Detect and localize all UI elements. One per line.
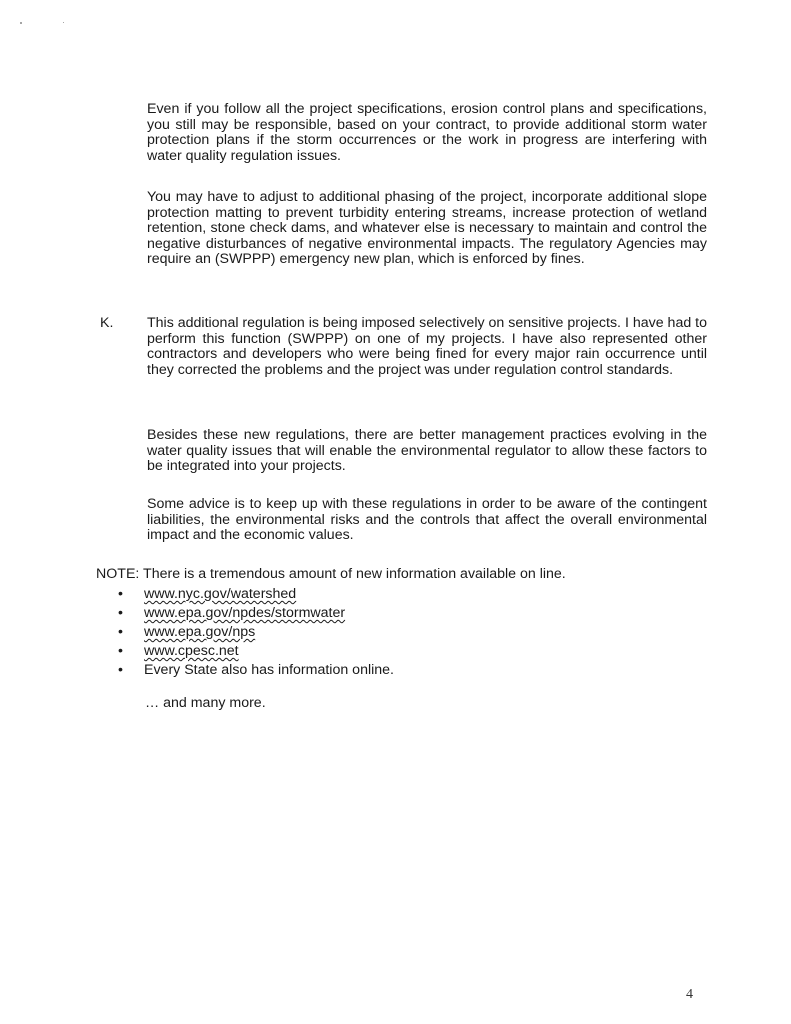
list-item	[118, 642, 394, 661]
page-number: 4	[686, 987, 693, 1002]
list-item	[118, 585, 394, 604]
paragraph-advice: Some advice is to keep up with these regulations in order to be aware of the contingent liabilities, the environmental risks and the controls that affect the overall environmental impact and the economic values.	[147, 496, 707, 544]
paragraph-follow-specifications: Even if you follow all the project specifications, erosion control plans and specifications, you still may be responsible, based on your contract, to provide additional storm water protection plans if the storm occurrences or the work in progress are interfering with water quality regulation issues.	[147, 101, 707, 164]
section-k-label: K.	[100, 315, 114, 331]
paragraph-better-management: Besides these new regulations, there are better management practices evolving in the water quality issues that will enable the environmental regulator to allow these factors to be integrated into your projects.	[147, 427, 707, 475]
bullet-icon: •	[118, 586, 123, 602]
bullet-icon: •	[118, 624, 123, 640]
link-nyc-watershed[interactable]: www.nyc.gov/watershed	[144, 586, 297, 602]
state-info-text: Every State also has information online.	[144, 662, 394, 678]
closing-text: … and many more.	[145, 695, 266, 711]
bullet-icon: •	[118, 605, 123, 621]
link-epa-nps[interactable]: www.epa.gov/nps	[144, 624, 256, 640]
list-item	[118, 604, 394, 623]
bullet-icon: •	[118, 662, 123, 678]
link-cpesc[interactable]: www.cpesc.net	[144, 643, 239, 659]
bullet-icon: •	[118, 643, 123, 659]
resource-link-list	[118, 585, 394, 680]
note-heading: NOTE: There is a tremendous amount of new information available on line.	[96, 566, 566, 582]
paragraph-adjust-phasing: You may have to adjust to additional phasing of the project, incorporate additional slope protection matting to prevent turbidity entering streams, increase protection of wetland retention, stone check dams, and whatever else is necessary to maintain and control the negative disturbances of negative environmental impacts. The regulatory Agencies may require an (SWPPP) emergency new plan, which is enforced by fines.	[147, 189, 707, 268]
list-item	[118, 623, 394, 642]
link-epa-npdes-stormwater[interactable]: www.epa.gov/npdes/stormwater	[144, 605, 346, 621]
scan-speck	[63, 22, 64, 23]
paragraph-additional-regulation: This additional regulation is being imposed selectively on sensitive projects. I have had to perform this function (SWPPP) on one of my projects. I have also represented other contractors and developers who were being fined for every major rain occurrence until they corrected the problems and the project was under regulation control standards.	[147, 315, 707, 378]
list-item	[118, 661, 394, 680]
scan-speck	[20, 22, 22, 24]
